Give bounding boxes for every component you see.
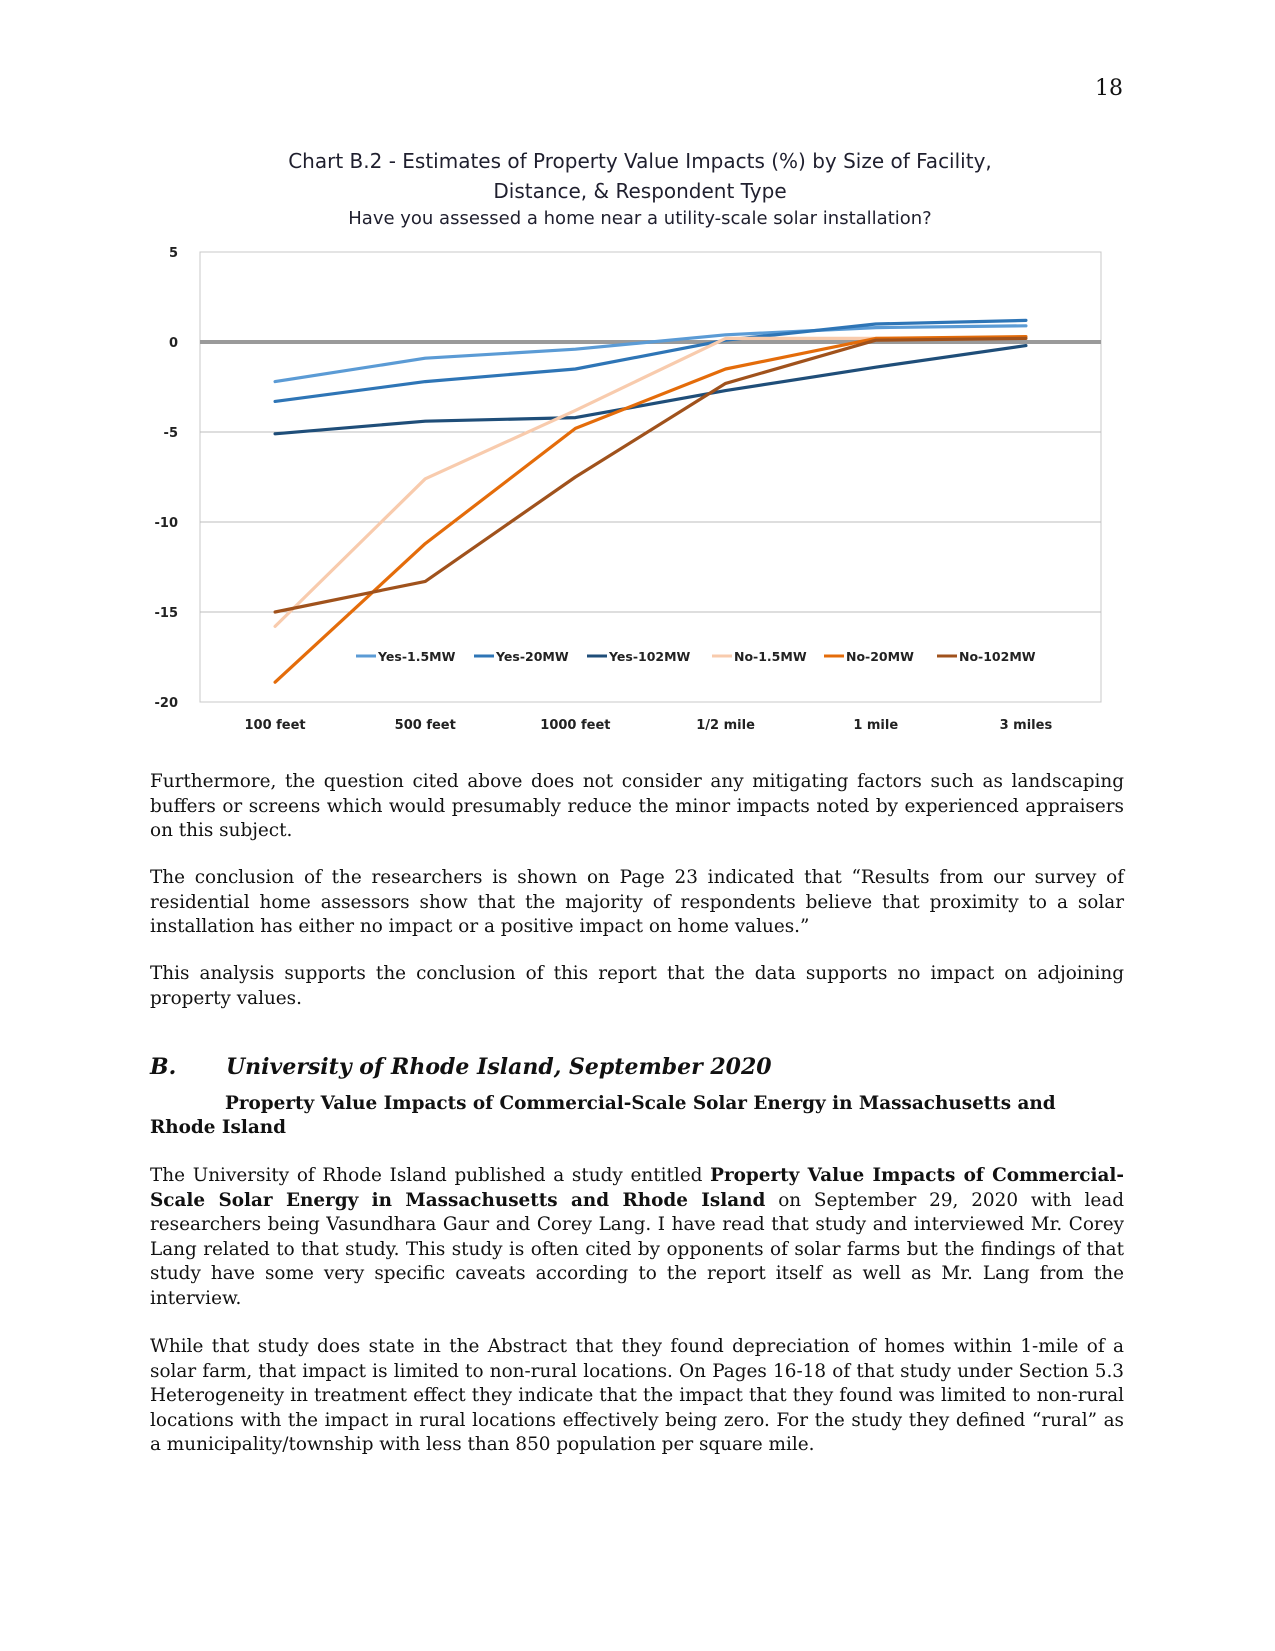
x-tick-label: 500 feet — [394, 718, 456, 733]
legend-label: No-1.5MW — [734, 649, 807, 664]
paragraph-uri-study — [150, 1164, 1124, 1311]
plot-area — [200, 252, 1101, 702]
chart-subtitle: Have you assessed a home near a utility-scale solar installation? — [348, 208, 932, 229]
chart-title-line-1: Chart B.2 - Estimates of Property Value Impacts (%) by Size of Facility, — [288, 149, 992, 173]
y-tick-label: -15 — [154, 606, 178, 621]
x-tick-label: 3 miles — [999, 718, 1053, 733]
y-tick-label: 5 — [168, 246, 178, 261]
grid-layer — [200, 252, 1101, 702]
y-tick-label: -10 — [154, 516, 178, 531]
legend-label: Yes-1.5MW — [378, 649, 456, 664]
legend-label: No-20MW — [846, 649, 914, 664]
x-tick-label: 1/2 mile — [696, 718, 755, 733]
y-tick-label: -5 — [163, 426, 178, 441]
paragraph-analysis-supports: This analysis supports the conclusion of this report that the data supports no impact on adjoining property values. — [150, 963, 1124, 1009]
section-title: University of Rhode Island, September 2020 — [226, 1054, 772, 1080]
paragraph-rural-locations: While that study does state in the Abstract that they found depreciation of homes within 1-mile of a solar farm, that impact is limited to non-rural locations. On Pages 16-18 of that study under Section 5.3 Heterogeneity in treatment effect they indicate that the impact that they found was limited to non-rural locations with the impact in rural locations effectively being zero. For the study they defined “rural” as a municipality/township with less than 850 population per square mile. — [150, 1336, 1124, 1455]
x-tick-label: 100 feet — [244, 718, 306, 733]
x-tick-label: 1000 feet — [540, 718, 611, 733]
section-label: B. — [150, 1054, 177, 1080]
paragraph-uri-study-title: Property Value Impacts of Commercial-Scale Solar Energy in Massachusetts and Rhode Island — [150, 1165, 1125, 1211]
paragraph-uri-study-details: on September 29, 2020 with lead researchers being Vasundhara Gaur and Corey Lang. I have read that study and interviewed Mr. Corey Lang related to that study. This study is often cited by opponents of solar farms but the findings of that study have some very specific caveats according to the report itself as well as Mr. Lang from the interview. — [150, 1189, 1124, 1309]
legend-label: Yes-20MW — [496, 649, 569, 664]
section-heading — [150, 1054, 772, 1080]
legend-label: No-102MW — [959, 649, 1036, 664]
paragraph-mitigating-factors: Furthermore, the question cited above does not consider any mitigating factors such as landscaping buffers or screens which would presumably reduce the minor impacts noted by experienced appraisers on this subject. — [150, 771, 1124, 841]
paragraph-uri-study-intro: The University of Rhode Island published a study entitled — [150, 1165, 711, 1186]
x-tick-label: 1 mile — [853, 718, 899, 733]
y-tick-label: 0 — [168, 336, 178, 351]
line-chart — [148, 236, 1118, 736]
page-number: 18 — [1095, 76, 1123, 101]
chart-title-line-2: Distance, & Respondent Type — [493, 179, 787, 203]
chart-title — [140, 146, 1140, 206]
paragraph-researchers-conclusion: The conclusion of the researchers is shown on Page 23 indicated that “Results from our survey of residential home assessors show that the majority of respondents believe that proximity to a solar installation has either no impact or a positive impact on home values.” — [150, 867, 1124, 937]
study-title: Property Value Impacts of Commercial-Scale Solar Energy in Massachusetts and Rhode Island — [150, 1093, 1056, 1138]
y-tick-label: -20 — [154, 696, 178, 711]
legend-label: Yes-102MW — [609, 649, 691, 664]
